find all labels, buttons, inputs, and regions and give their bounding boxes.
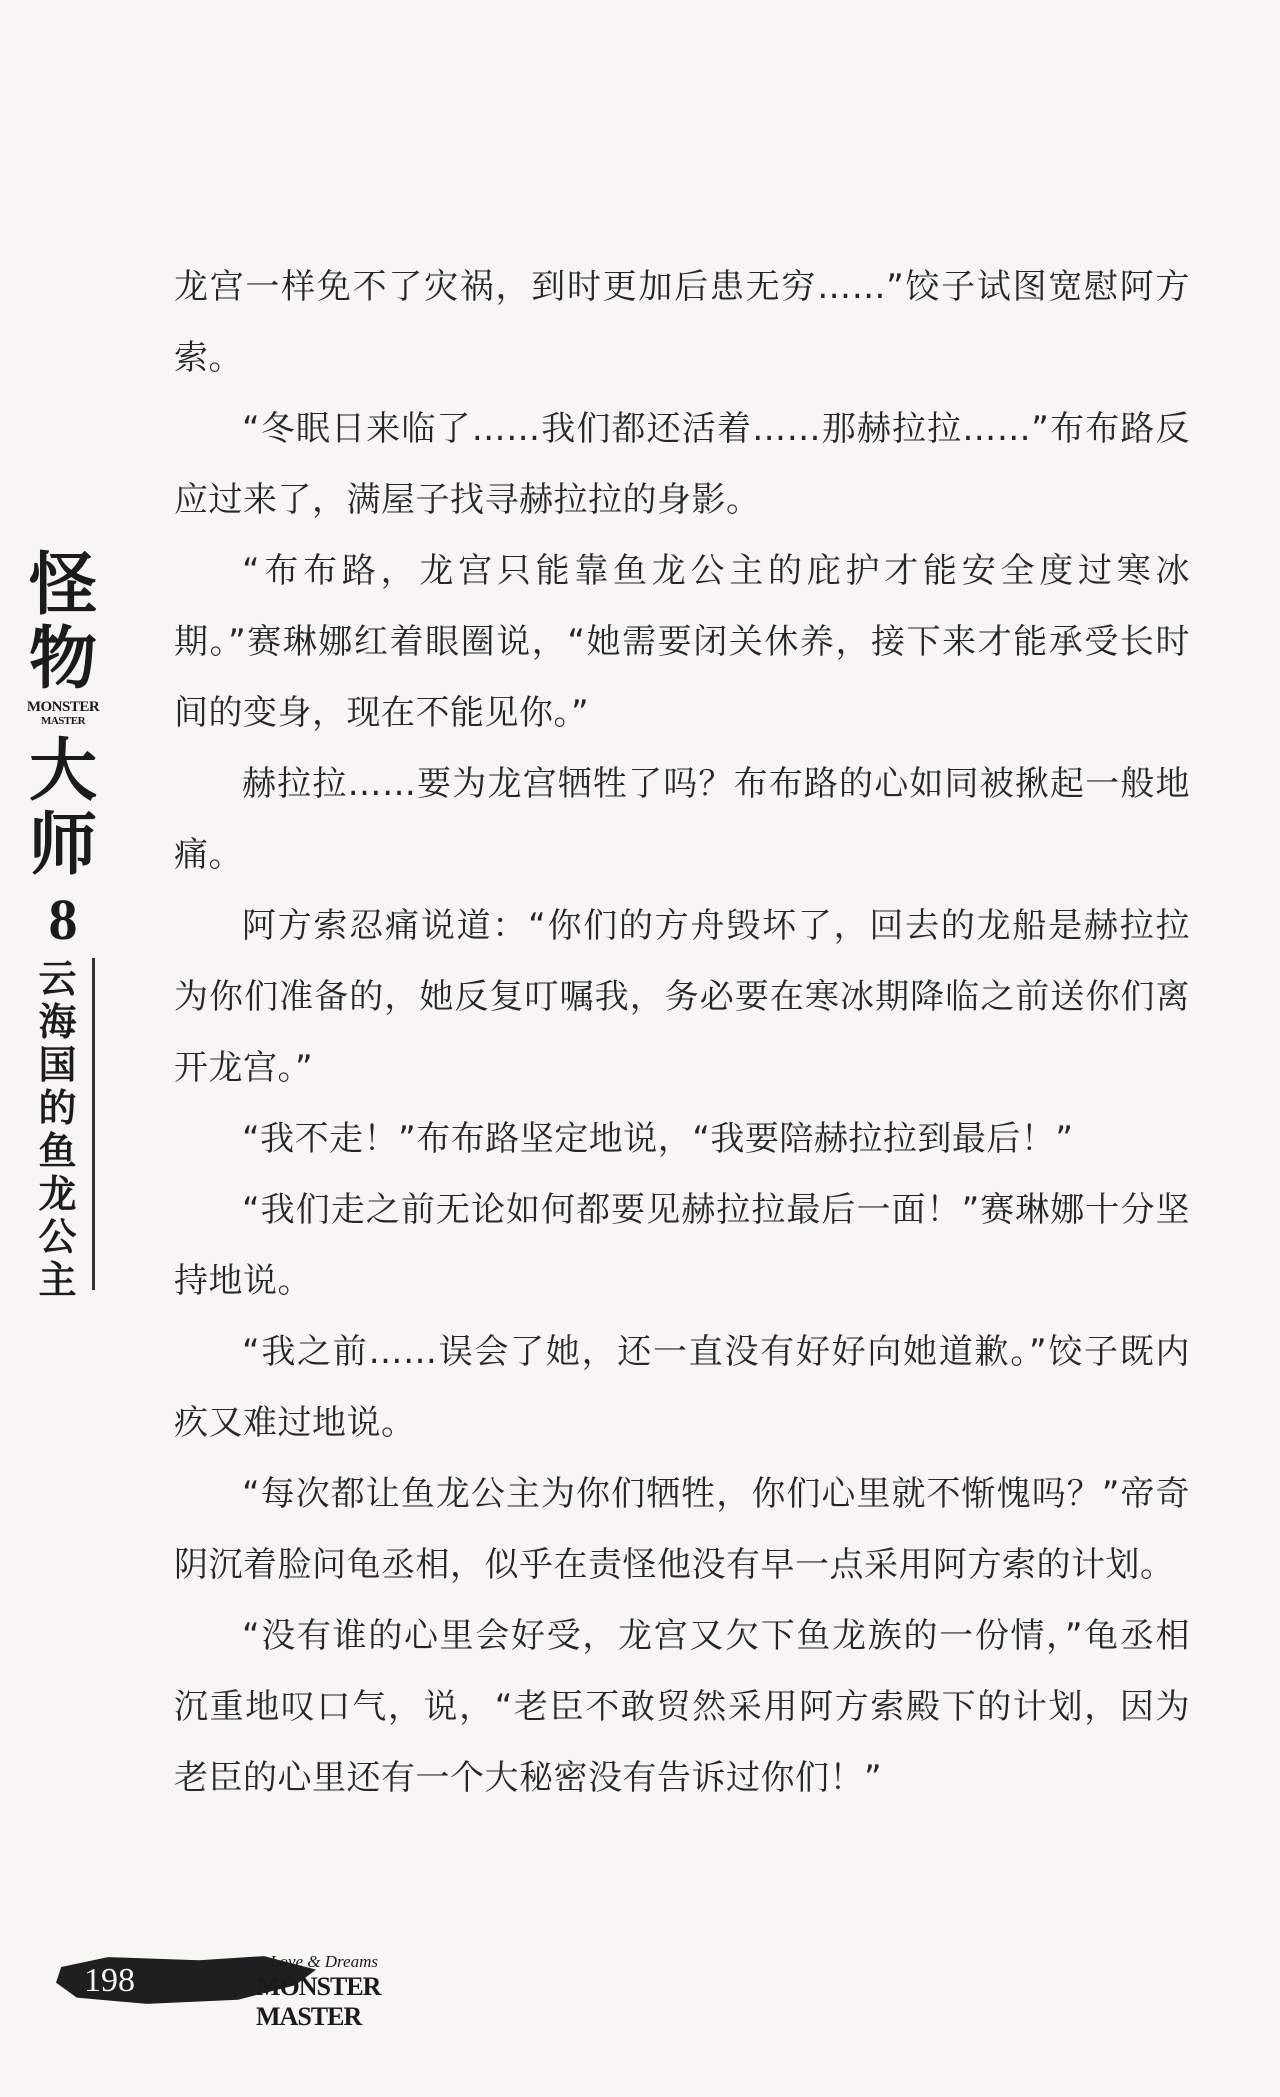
paragraph: “我之前……误会了她，还一直没有好好向她道歉。”饺子既内疚又难过地说。 [174,1332,1190,1443]
subtitle-divider [92,958,95,1290]
paragraph: “没有谁的心里会好受，龙宫又欠下鱼龙族的一份情，”龟丞相沉重地叹口气，说，“老臣不敢贸然采用阿方索殿下的计划，因为老臣的心里还有一个大秘密没有告诉过你们！” [174,1616,1190,1798]
footer-tagline: Love & Dreams [270,1952,378,1971]
paragraph: 阿方索忍痛说道：“你们的方舟毁坏了，回去的龙船是赫拉拉为你们准备的，她反复叮嘱我，务必要在寒冰期降临之前送你们离开龙宫。” [174,906,1190,1088]
paragraph: “冬眠日来临了……我们都还活着……那赫拉拉……”布布路反应过来了，满屋子找寻赫拉拉的身影。 [174,409,1190,520]
footer-brand: MONSTER MASTER [256,1972,381,2031]
page-footer [56,1946,456,2031]
paragraph: 赫拉拉……要为龙宫牺牲了吗？布布路的心如同被揪起一般地痛。 [174,764,1190,875]
paragraph: “我们走之前无论如何都要见赫拉拉最后一面！”赛琳娜十分坚持地说。 [174,1190,1190,1301]
series-title-vertical [8,545,118,1302]
paragraph: “我不走！”布布路坚定地说，“我要陪赫拉拉到最后！” [242,1119,1074,1159]
series-english-line2: MASTER [40,715,86,727]
body-text [174,252,1190,1814]
series-english-line1: MONSTER [26,699,100,715]
series-title-char: 物 [28,619,97,699]
series-title-char: 大 [28,731,97,811]
page-number: 198 [84,1962,135,1999]
paragraph: “每次都让鱼龙公主为你们牺牲，你们心里就不惭愧吗？”帝奇阴沉着脸问龟丞相，似乎在责怪他没有早一点采用阿方索的计划。 [174,1474,1190,1585]
paragraph: “布布路，龙宫只能靠鱼龙公主的庇护才能安全度过寒冰期。”赛琳娜红着眼圈说，“她需要闭关休养，接下来才能承受长时间的变身，现在不能见你。” [174,551,1190,733]
volume-number: 8 [48,887,78,952]
volume-subtitle: 云海国的鱼龙公主 [38,957,77,1302]
series-title-char: 师 [28,805,97,885]
series-english-logo [27,700,99,728]
volume-subtitle-group [32,958,95,1302]
series-title-char: 怪 [28,545,97,625]
paragraph: 龙宫一样免不了灾祸，到时更加后患无穷……”饺子试图宽慰阿方索。 [174,267,1190,378]
